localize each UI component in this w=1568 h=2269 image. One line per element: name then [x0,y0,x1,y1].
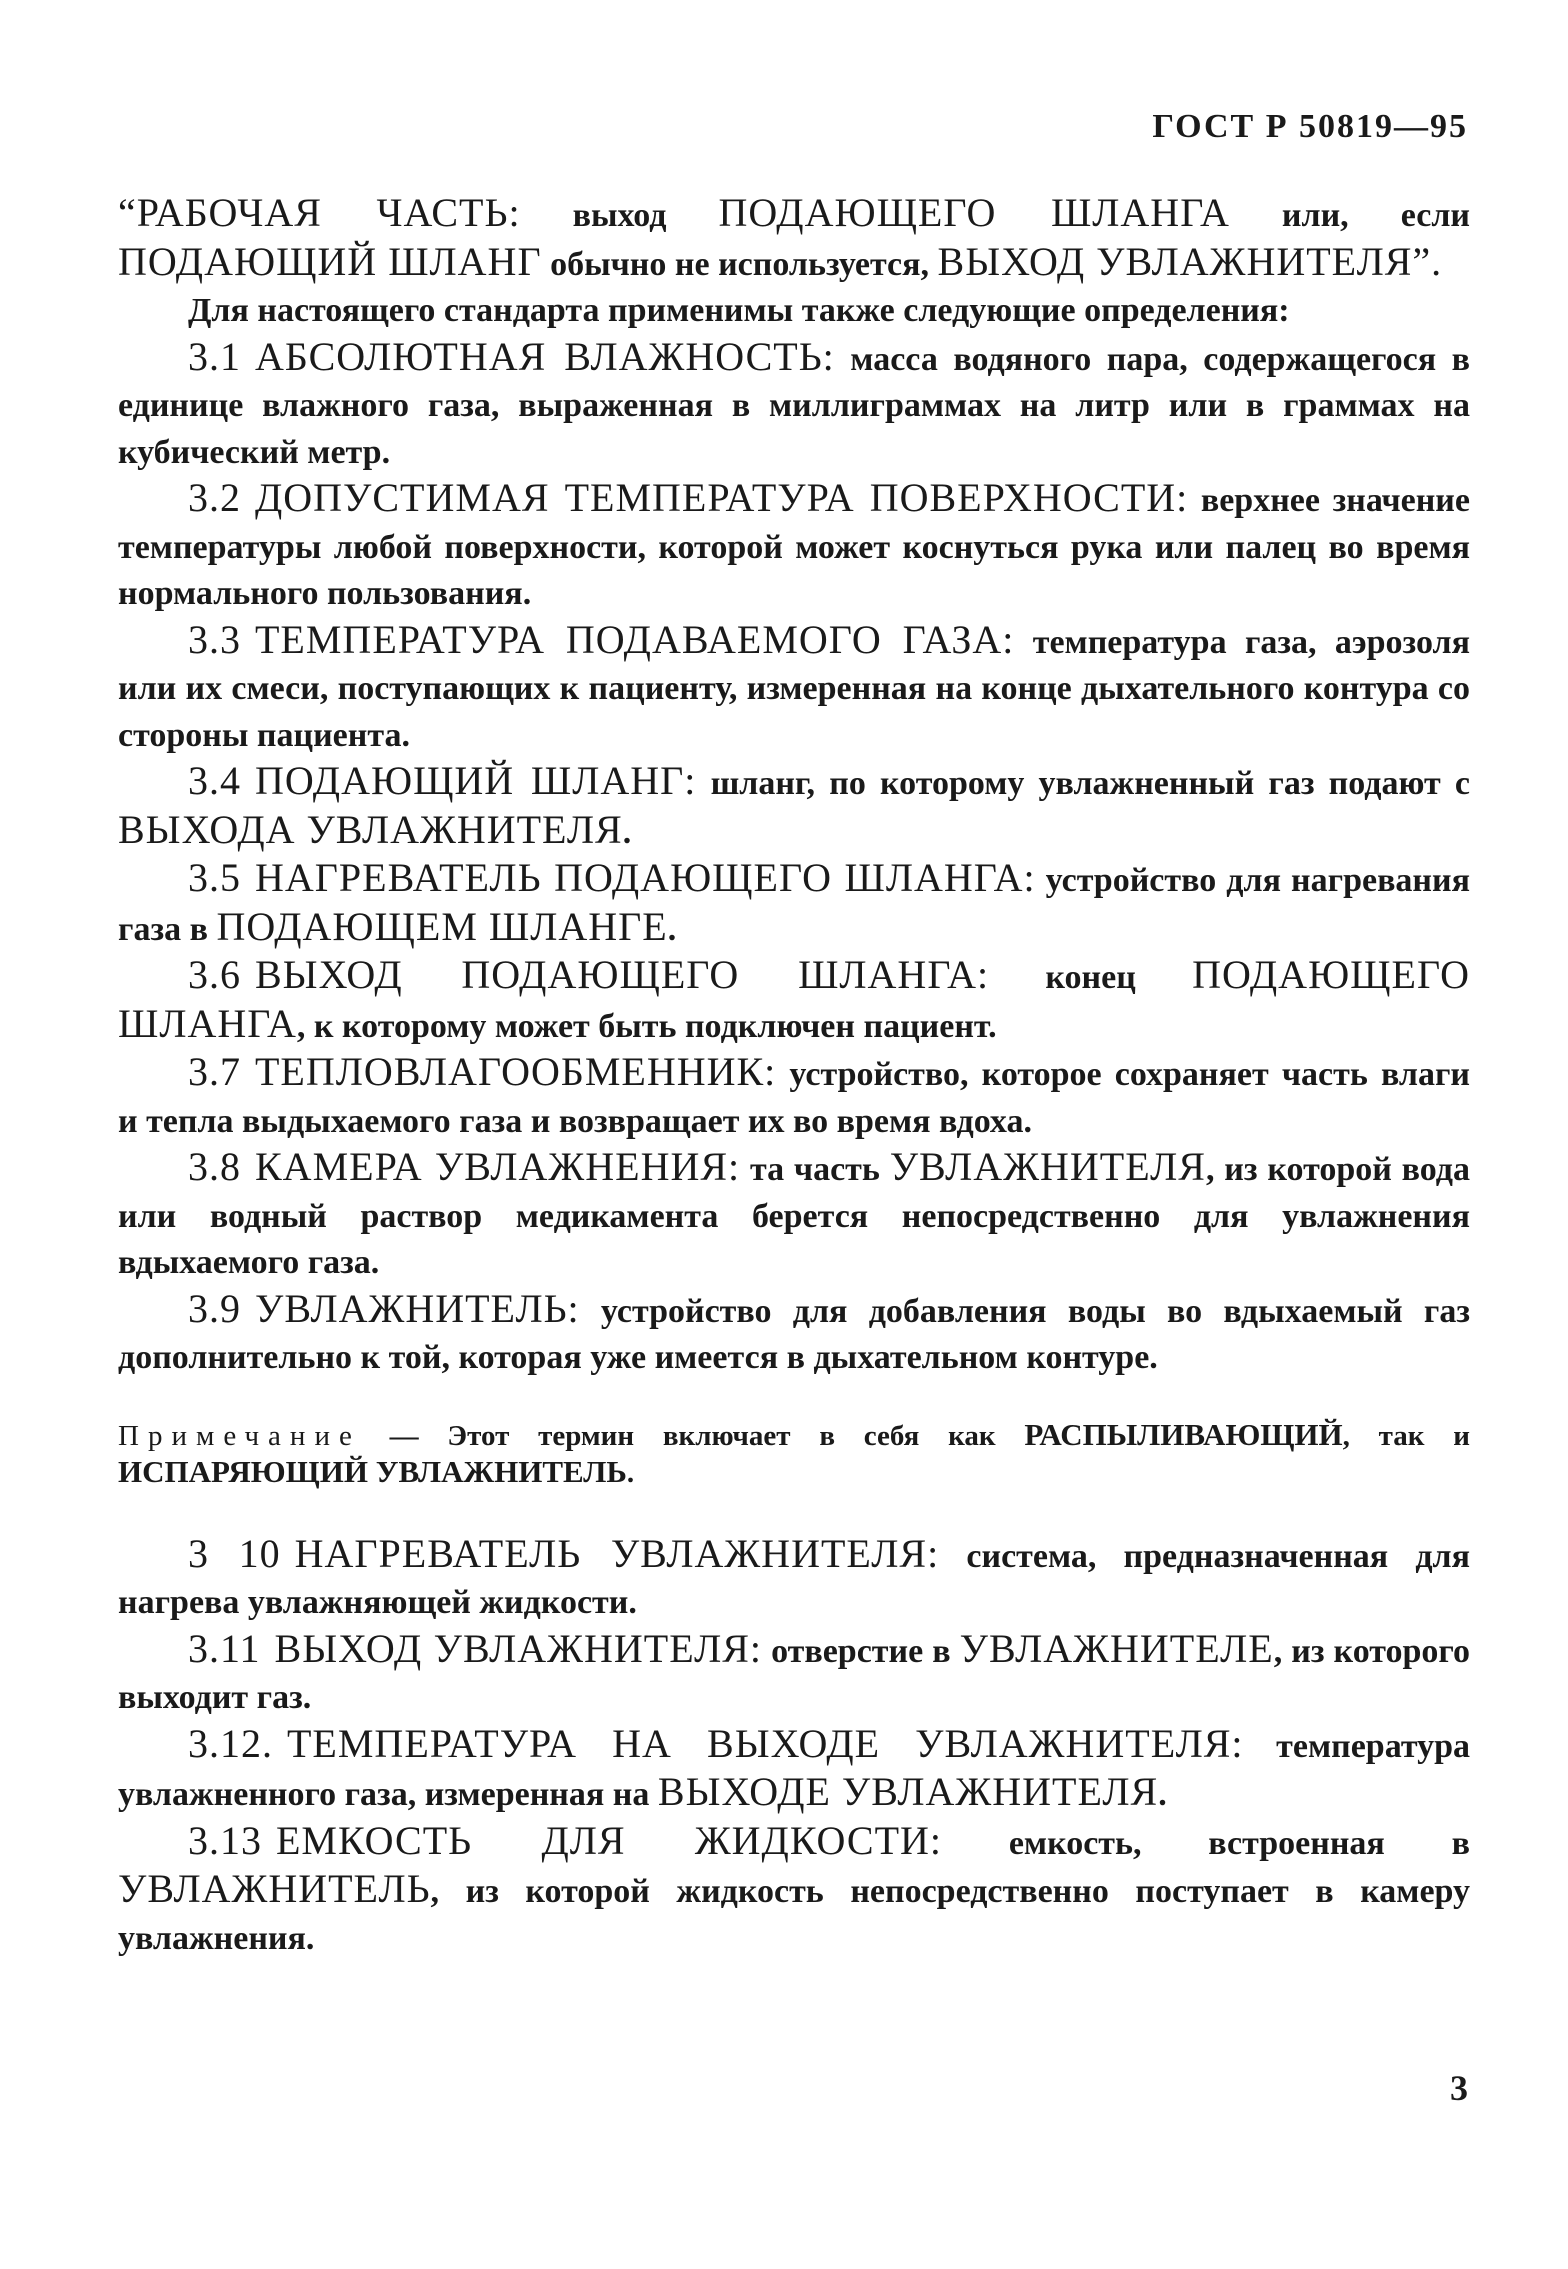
definition-term: АБСОЛЮТНАЯ ВЛАЖНОСТЬ: [255,333,835,379]
definition-term-ref: ПОДАЮЩЕГО ШЛАНГА [118,952,1470,1046]
definition-text: верхнее значение температуры любой поверхности, которой может коснуться рука или палец во время нормального пользования. [118,482,1470,612]
definition-item [118,475,1470,617]
page-number: 3 [1450,2068,1468,2108]
definition-number: 3.6 [188,952,241,997]
document-body [118,190,1470,1961]
definition-number: 3.4 [188,758,241,803]
definition-item [118,1144,1470,1286]
definition-item [118,1818,1470,1962]
note-text: , так и [1342,1419,1470,1452]
intro-term: ПОДАЮЩИЙ ШЛАНГ [118,238,542,284]
definition-term: НАГРЕВАТЕЛЬ ПОДАЮЩЕГО ШЛАНГА: [255,855,1036,900]
definition-item [118,1286,1470,1381]
intro-term: ВЫХОД УВЛАЖНИТЕЛЯ”. [937,238,1443,284]
definition-item [118,1721,1470,1818]
definition-text: масса водяного пара, содержащегося в единице влажного газа, выраженная в миллиграммах на литр или в граммах на кубический метр. [118,340,1470,471]
definition-item [118,1531,1470,1626]
definition-text: устройство для добавления воды во вдыхаемый газ дополнительно к той, которая уже имеется в дыхательном контуре. [118,1292,1470,1376]
definition-item [118,1049,1470,1144]
definition-text: емкость, встроенная в [942,1824,1470,1862]
definition-text: , из которой вода или водный раствор медикамента берется непосредственно для увлажнения вдыхаемого газа. [118,1151,1471,1281]
note-text: — Этот термин включает в себя как [360,1419,1025,1452]
definition-item [118,1626,1470,1721]
intro-term: ПОДАЮЩЕГО ШЛАНГА [718,190,1230,235]
definition-text: устройство для нагревания газа в [118,862,1470,948]
definition-term: НАГРЕВАТЕЛЬ УВЛАЖНИТЕЛЯ: [294,1530,940,1576]
definition-item [118,952,1470,1049]
note-text: . [626,1456,635,1489]
definition-term: ТЕМПЕРАТУРА ПОДАВАЕМОГО ГАЗА: [255,616,1015,662]
definition-number: 3.1 [188,333,241,379]
intro-term-working-part: “РАБОЧАЯ ЧАСТЬ: [118,190,521,235]
definition-text: система, предназначенная для нагрева увлажняющей жидкости. [118,1537,1471,1621]
definition-text: конец [989,959,1193,996]
definition-term: ТЕПЛОВЛАГООБМЕННИК: [255,1049,777,1094]
definition-number: 3.12. [188,1720,273,1766]
document-header: ГОСТ Р 50819—95 [1152,108,1468,145]
intro-paragraph-2 [118,287,1470,334]
definition-text: температура увлажненного газа, измеренная на [118,1727,1470,1813]
definition-term: ДОПУСТИМАЯ ТЕМПЕРАТУРА ПОВЕРХНОСТИ: [255,475,1189,520]
definitions-list-1 [118,334,1470,1381]
definition-term: КАМЕРА УВЛАЖНЕНИЯ: [255,1144,741,1189]
definition-text: та часть [740,1151,890,1188]
definition-number: 3.5 [188,855,241,900]
definition-number: 3.2 [188,475,241,520]
definition-term: УВЛАЖНИТЕЛЬ: [255,1285,580,1331]
intro-text: выход [520,197,719,234]
definition-term: ЕМКОСТЬ ДЛЯ ЖИДКОСТИ: [276,1817,943,1863]
definition-term: ПОДАЮЩИЙ ШЛАНГ: [255,758,697,803]
definition-term-ref: УВЛАЖНИТЕЛЕ [959,1625,1274,1671]
definition-term-ref: ПОДАЮЩЕМ ШЛАНГЕ [216,903,668,949]
definition-number: 3.8 [188,1144,241,1189]
definition-text: , к которому может быть подключен пациент. [296,1007,997,1045]
note-term: ИСПАРЯЮЩИЙ УВЛАЖНИТЕЛЬ [118,1453,627,1489]
intro-paragraph-1 [118,190,1470,287]
definition-term-ref: УВЛАЖНИТЕЛЯ [889,1144,1206,1189]
definition-term: ВЫХОД ПОДАЮЩЕГО ШЛАНГА: [255,952,990,997]
definition-text: отверстие в [762,1632,960,1670]
definition-text: устройство, которое сохраняет часть влаги и тепла выдыхаемого газа и возвращает их во время вдоха. [118,1056,1470,1140]
definitions-list-2 [118,1531,1470,1962]
definition-number: 3.11 [188,1625,261,1671]
definition-number: 3.13 [188,1817,262,1863]
definition-item [118,334,1470,476]
definition-number: 3.3 [188,616,241,662]
intro-text: обычно не используется, [541,245,938,283]
intro-text: или, если [1229,197,1470,234]
definition-item [118,758,1470,855]
definition-text: шланг, по которому увлажненный газ подают с [696,765,1470,802]
note-label: Примечание [118,1419,361,1452]
definition-term: ТЕМПЕРАТУРА НА ВЫХОДЕ УВЛАЖНИТЕЛЯ: [287,1720,1244,1766]
definition-text: , из которой жидкость непосредственно поступает в камеру увлажнения. [118,1873,1470,1957]
note-paragraph [118,1417,1470,1491]
definition-text: . [1158,1776,1167,1813]
intro-text: Для настоящего стандарта применимы также следующие определения: [188,292,1290,329]
definition-number: 3.7 [188,1049,241,1094]
definition-text: . [667,910,677,948]
definition-item [118,855,1470,952]
definition-number: 3 10 [188,1530,281,1576]
definition-term-ref: УВЛАЖНИТЕЛЬ [118,1866,431,1911]
definition-term-ref: ВЫХОДЕ УВЛАЖНИТЕЛЯ [657,1769,1159,1814]
definition-text: , из которого выходит газ. [118,1632,1471,1716]
definition-text: температура газа, аэрозоля или их смеси, поступающих к пациенту, измеренная на конце дыхательного контура со стороны пациента. [118,623,1471,754]
definition-item [118,617,1470,759]
definition-number: 3.9 [188,1285,241,1331]
definition-term: ВЫХОД УВЛАЖНИТЕЛЯ: [274,1625,763,1671]
note-term: РАСПЫЛИВАЮЩИЙ [1024,1416,1343,1452]
definition-text: . [622,813,632,851]
definition-term-ref: ВЫХОДА УВЛАЖНИТЕЛЯ [118,806,623,852]
